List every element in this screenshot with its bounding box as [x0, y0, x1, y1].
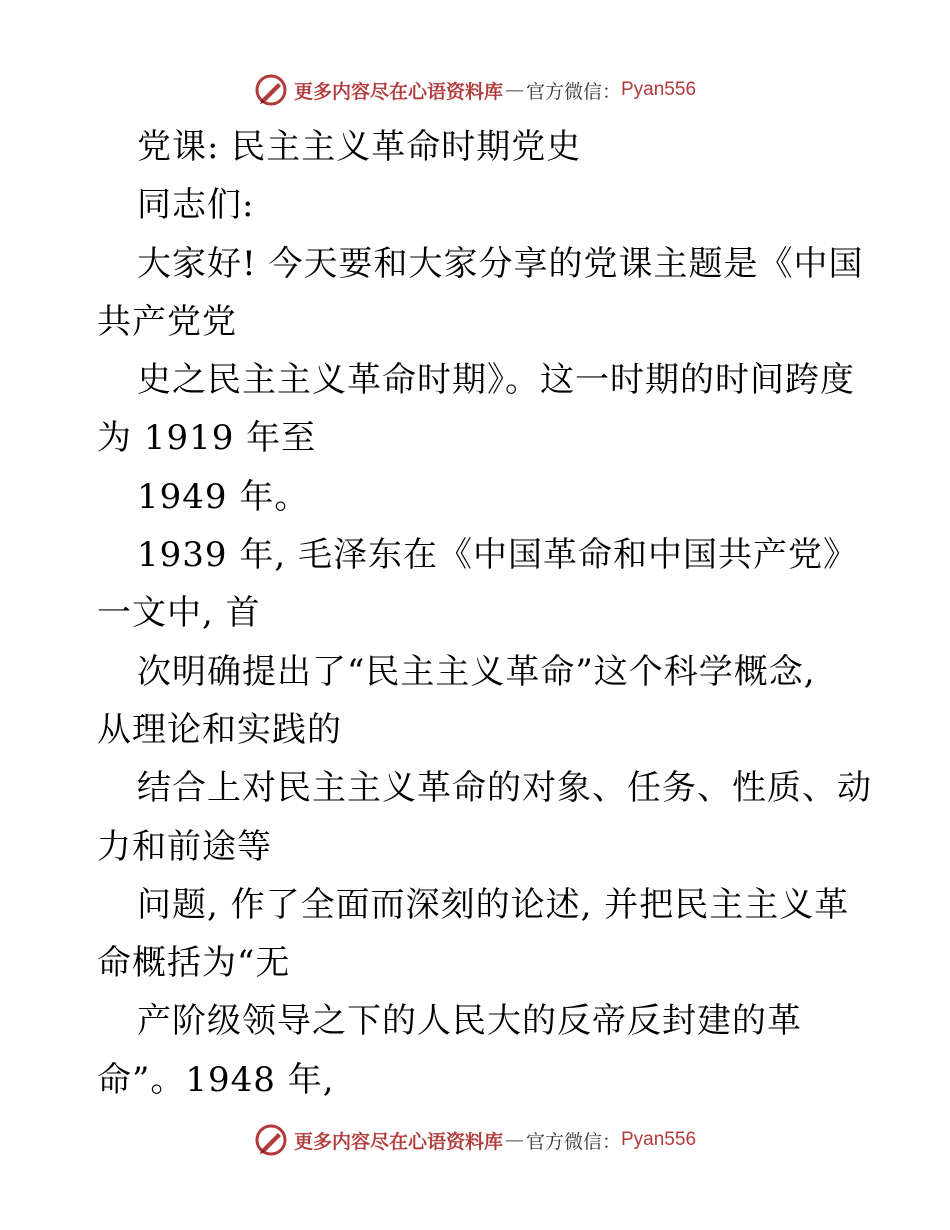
- header-watermark: [0, 70, 950, 110]
- text-line: 力和前途等: [97, 826, 272, 867]
- text-line: 命”。1948 年,: [97, 1059, 335, 1100]
- text-line: 命概括为“无: [97, 943, 291, 984]
- text-line: 党课: 民主主义革命时期党史: [137, 127, 582, 167]
- text-line: 共产党党: [97, 301, 237, 342]
- watermark-dash: —: [504, 79, 524, 101]
- text-line: 1949 年。: [137, 476, 310, 517]
- text-line: 为 1919 年至: [97, 418, 317, 459]
- text-line: 一文中, 首: [97, 593, 261, 634]
- text-line: 从理论和实践的: [97, 709, 342, 750]
- watermark-main-text: 更多内容尽在心语资料库: [293, 1130, 503, 1153]
- text-line: 1939 年, 毛泽东在《中国革命和中国共产党》: [137, 535, 858, 576]
- text-line: 同志们:: [137, 185, 255, 226]
- footer-watermark: [0, 1120, 950, 1160]
- text-line: 产阶级领导之下的人民大的反帝反封建的革: [137, 1001, 802, 1042]
- watermark-wechat-id: Pyan556: [621, 1129, 697, 1150]
- text-line: 史之民主主义革命时期》。这一时期的时间跨度: [137, 360, 855, 401]
- text-line: 大家好! 今天要和大家分享的党课主题是《中国: [137, 243, 864, 284]
- watermark-official-label: 官方微信：: [525, 1130, 621, 1153]
- text-line: 结合上对民主主义革命的对象、任务、性质、动: [137, 768, 872, 809]
- watermark-dash: —: [504, 1129, 524, 1151]
- watermark-official-label: 官方微信：: [525, 80, 621, 103]
- watermark-main-text: 更多内容尽在心语资料库: [293, 80, 503, 103]
- text-line: 次明确提出了“民主主义革命”这个科学概念,: [137, 651, 816, 692]
- watermark-wechat-id: Pyan556: [621, 79, 697, 100]
- pen-logo-icon: [254, 1123, 288, 1157]
- document-body: [97, 118, 872, 1109]
- pen-logo-icon: [254, 73, 288, 107]
- text-line: 问题, 作了全面而深刻的论述, 并把民主主义革: [137, 884, 850, 925]
